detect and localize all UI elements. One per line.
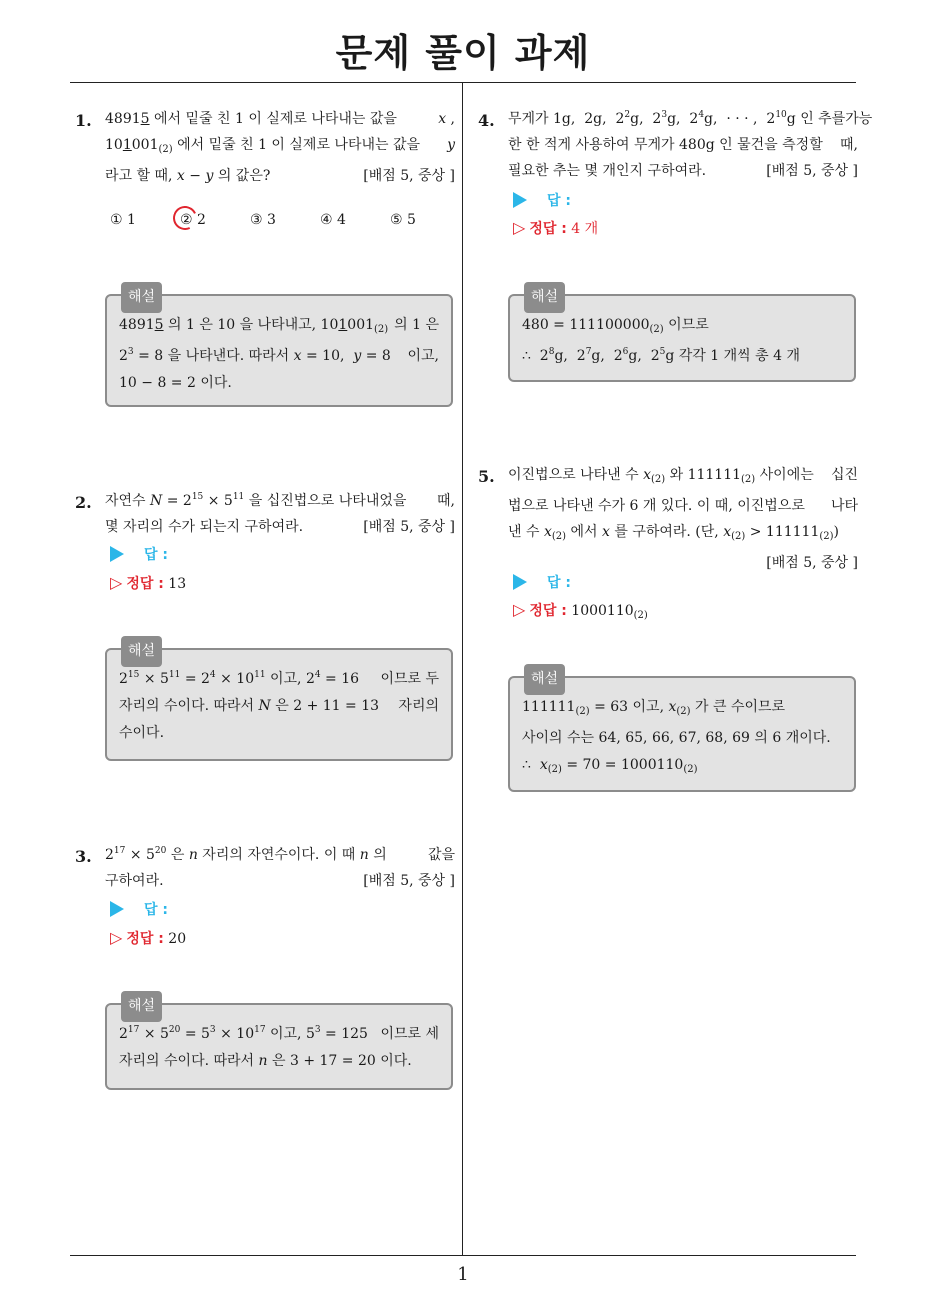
choice-5[interactable]: ⑤ 5 xyxy=(390,212,416,228)
score-info: [배점 5, 중상 ] xyxy=(766,555,858,571)
page-title: 문제 풀이 과제 xyxy=(335,31,591,75)
page-number: 1 xyxy=(457,1264,469,1285)
choice-1[interactable]: ① 1 xyxy=(110,212,136,228)
answer-row xyxy=(110,897,168,923)
explanation-box: 해설 $2^{17} \times 5^{20} = 5^3 \times 10^{17}$ 이고, $5^3 = 125$ 이므로 세 자리의 수이다. 따라서 n 은 3 + 17 = 20 이다. xyxy=(105,1003,453,1090)
question-number: 3. xyxy=(75,847,92,866)
correct-row xyxy=(110,925,186,952)
explanation-tag: 해설 xyxy=(121,282,162,313)
question-text: 자연수 $N = 2^{15} \times 5^{11}$ 을 십진법으로 나타내었을 때, 몇 자리의 수가 되는지 구하여라. [배점 5, 중상 ] xyxy=(105,488,455,540)
score-info: [배점 5, 중상 ] xyxy=(766,163,858,179)
answer-row xyxy=(513,570,571,596)
choice-4[interactable]: ④ 4 xyxy=(320,212,346,228)
correct-row xyxy=(110,570,186,597)
answer-row xyxy=(513,188,571,214)
question-text: 48915 에서 밑줄 친 1 이 실제로 나타내는 값을 x , $101001_{(2)}$ 에서 밑줄 친 1 이 실제로 나타내는 값을 y 라고 할 때, x − y 의 값은? [배점 5, 중상 ] xyxy=(105,106,455,189)
answer-label: 답 : xyxy=(144,547,168,563)
correct-row xyxy=(513,597,648,629)
correct-value: 4 개 xyxy=(571,221,599,237)
correct-label: 정답 : xyxy=(529,221,567,237)
question-number: 2. xyxy=(75,493,92,512)
outline-triangle-icon: ▷ xyxy=(513,600,526,619)
correct-value: 13 xyxy=(168,576,187,592)
question-number: 4. xyxy=(478,111,495,130)
explanation-box: 해설 48915 의 1 은 10 을 나타내고, $101001_{(2)}$ 의 1 은 $2^3 = 8$ 을 나타낸다. 따라서 x = 10, y = 8 이고, 10 − 8 = 2 이다. xyxy=(105,294,453,407)
explanation-tag: 해설 xyxy=(524,282,565,313)
top-divider xyxy=(70,82,856,83)
question-number: 1. xyxy=(75,111,92,130)
choice-2[interactable]: ② 2 xyxy=(180,212,206,228)
explanation-tag: 해설 xyxy=(121,991,162,1022)
selected-circle-mark xyxy=(170,203,201,234)
outline-triangle-icon: ▷ xyxy=(110,573,123,592)
score-info: [배점 5, 중상 ] xyxy=(363,519,455,535)
correct-value: 20 xyxy=(168,931,187,947)
answer-label: 답 : xyxy=(547,193,571,209)
answer-row xyxy=(110,542,168,568)
explanation-box: 해설 $111111_{(2)} = 63$ 이고, $x_{(2)}$ 가 큰 수이므로 사이의 수는 64, 65, 66, 67, 68, 69 의 6 개이다. ∴ $x_{(2)} = 70 = 1000110_{(2)}$ xyxy=(508,676,856,792)
explanation-tag: 해설 xyxy=(121,636,162,667)
play-arrow-icon xyxy=(110,901,124,917)
choice-3[interactable]: ③ 3 xyxy=(250,212,276,228)
correct-label: 정답 : xyxy=(126,931,164,947)
play-arrow-icon xyxy=(513,574,527,590)
question-text: 무게가 1g, 2g, $2^2g$, $2^3g$, $2^4g$, · · · , $2^{10}g$ 인 추를 가능 한 한 적게 사용하여 무게가 480g 인 물건을 측정할 때, 필요한 추는 몇 개인지 구하여라. [배점 5, 중상 ] xyxy=(508,106,858,184)
correct-label: 정답 : xyxy=(126,576,164,592)
score-info: [배점 5, 중상 ] xyxy=(363,873,455,889)
question-text: $2^{17} \times 5^{20}$ 은 n 자리의 자연수이다. 이 때 n 의 값을 구하여라. [배점 5, 중상 ] xyxy=(105,842,455,894)
explanation-tag: 해설 xyxy=(524,664,565,695)
bottom-divider xyxy=(70,1255,856,1256)
outline-triangle-icon: ▷ xyxy=(110,928,123,947)
play-arrow-icon xyxy=(110,546,124,562)
column-divider xyxy=(462,83,463,1255)
answer-label: 답 : xyxy=(144,902,168,918)
answer-label: 답 : xyxy=(547,575,571,591)
play-arrow-icon xyxy=(513,192,527,208)
question-number: 5. xyxy=(478,467,495,486)
outline-triangle-icon: ▷ xyxy=(513,218,526,237)
explanation-box: 해설 $2^{15} \times 5^{11} = 2^4 \times 10^{11}$ 이고, $2^4 = 16$ 이므로 두 자리의 수이다. 따라서 N 은 2 + 11 = 13 자리의 수이다. xyxy=(105,648,453,761)
question-text: 이진법으로 나타낸 수 $x_{(2)}$ 와 $111111_{(2)}$ 사이에는 십진 법으로 나타낸 수가 6 개 있다. 이 때, 이진법으로 나타 낸 수 $x_{(2)}$ 에서 x 를 구하여라. (단, $x_{(2)} > 111111_{(2)}$) [배점 5, 중상 ] xyxy=(508,467,858,571)
score-info: [배점 5, 중상 ] xyxy=(363,168,455,184)
correct-label: 정답 : xyxy=(529,603,567,619)
correct-value: $1000110_{(2)}$ xyxy=(571,603,648,621)
correct-row xyxy=(513,215,598,242)
explanation-box: 해설 $480 = 111100000_{(2)}$ 이므로 ∴ $2^8g$, $2^7g$, $2^6g$, $2^5g$ 각각 1 개씩 총 4 개 xyxy=(508,294,856,382)
